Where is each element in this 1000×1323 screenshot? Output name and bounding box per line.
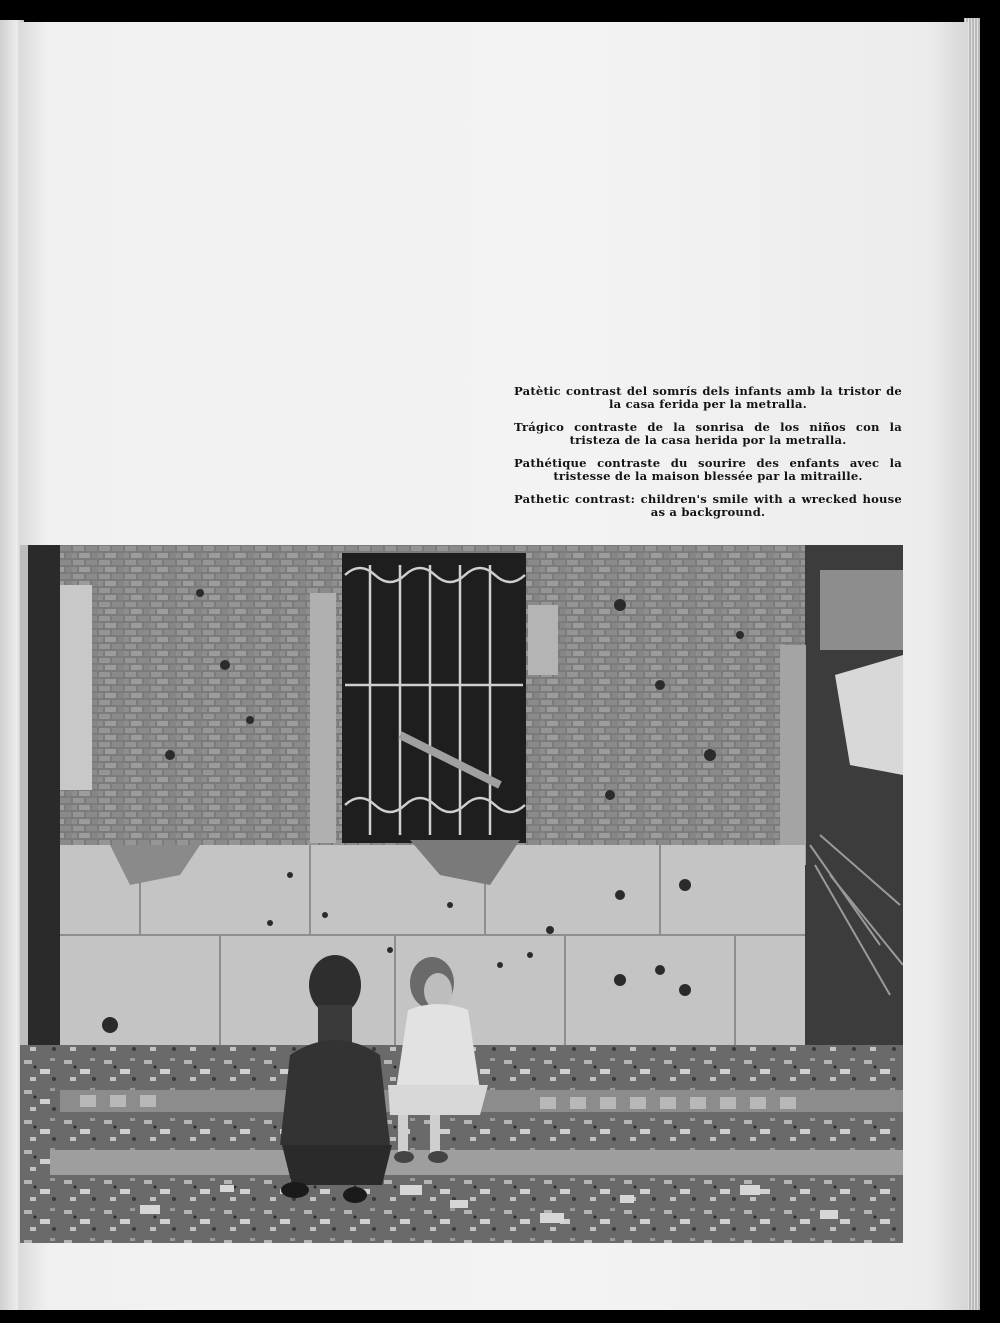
caption-english: Pathetic contrast: children's smile with a wrecked house as a background. <box>514 492 902 519</box>
photograph-illustration <box>20 545 903 1243</box>
caption-french: Pathétique contraste du sourire des enfants avec la tristesse de la maison blessée par la mitraille. <box>514 456 902 483</box>
photograph-children-before-damaged-house <box>20 545 903 1243</box>
caption-catalan: Patètic contrast del somrís dels infants amb la tristor de la casa ferida per la metralla. <box>514 384 902 411</box>
caption-block <box>514 385 902 529</box>
caption-spanish: Trágico contraste de la sonrisa de los niños con la tristeza de la casa herida por la metralla. <box>514 420 902 447</box>
